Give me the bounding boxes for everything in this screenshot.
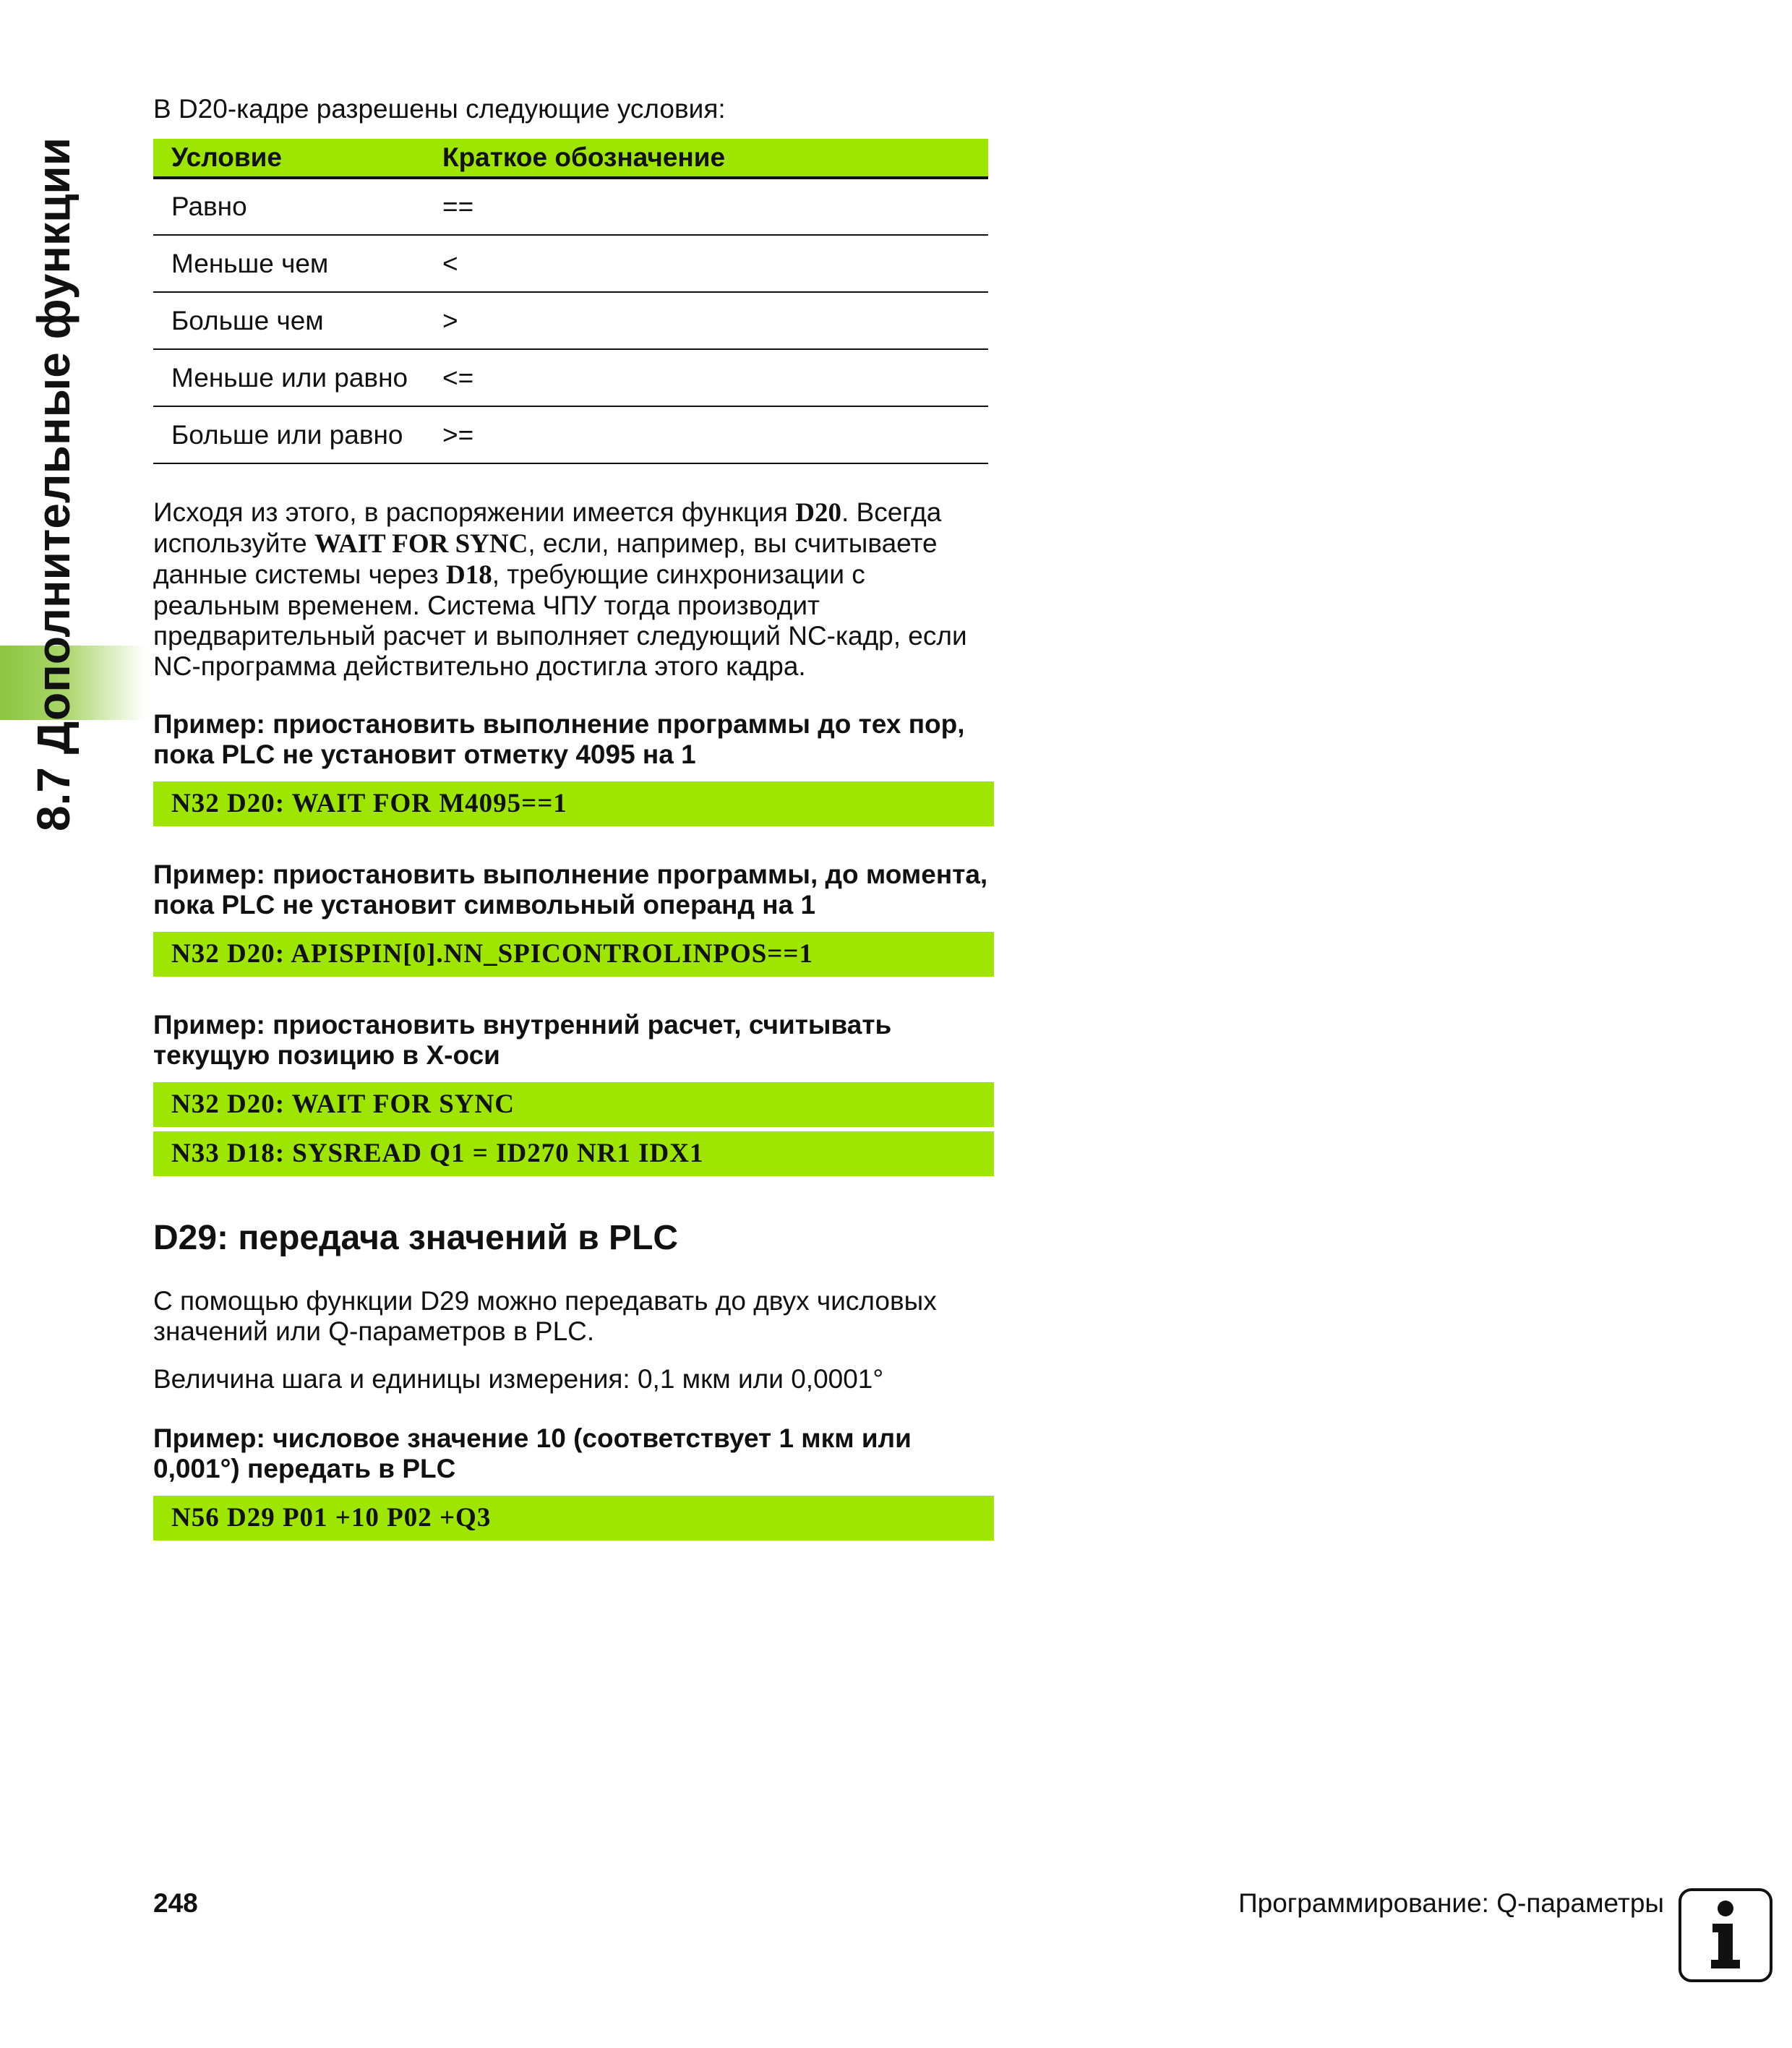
example-title: Пример: числовое значение 10 (соответствует 1 мкм или 0,001°) передать в PLC [153, 1423, 912, 1483]
text-span: . Всегда используйте [153, 497, 942, 558]
text-span: Исходя из этого, в распоряжении имеется функция [153, 497, 796, 527]
table-cell: > [442, 292, 988, 349]
table-row [153, 235, 988, 292]
table-header: Краткое обозначение [442, 139, 988, 178]
table-row [153, 178, 988, 235]
keyword-d18: D18 [446, 560, 492, 590]
text-span: , требующие синхронизации с реальным временем. Система ЧПУ тогда производит предварительный расчет и выполняет следующий NC-кадр, если NC-программа действительно достигла этого кадра. [153, 560, 967, 681]
keyword-wait-for-sync: WAIT FOR SYNC [314, 529, 528, 559]
code-line: N32 D20: APISPIN[0].NN_SPICONTROLINPOS==1 [153, 932, 994, 977]
conditions-table [153, 139, 988, 464]
code-line: N56 D29 P01 +10 P02 +Q3 [153, 1496, 994, 1541]
text-span: , если, например, вы считываете данные системы через [153, 528, 938, 589]
paragraph-step: Величина шага и единицы измерения: 0,1 мкм или 0,0001° [153, 1364, 884, 1394]
page-content [153, 94, 995, 1541]
table-cell: == [442, 178, 988, 235]
table-cell: Больше или равно [153, 406, 442, 463]
page-number: 248 [153, 1888, 198, 1918]
code-line: N32 D20: WAIT FOR M4095==1 [153, 781, 994, 826]
table-row [153, 292, 988, 349]
code-line: N33 D18: SYSREAD Q1 = ID270 NR1 IDX1 [153, 1131, 994, 1176]
paragraph-d29: С помощью функции D29 можно передавать до двух числовых значений или Q-параметров в PLC. [153, 1286, 937, 1346]
chapter-title: 8.7 Дополнительные функции [27, 137, 80, 831]
info-icon [1679, 1888, 1772, 1982]
table-cell: >= [442, 406, 988, 463]
code-line: N32 D20: WAIT FOR SYNC [153, 1082, 994, 1127]
table-header-row [153, 139, 988, 178]
example-title: Пример: приостановить выполнение программы, до момента, пока PLC не установит символьный операнд на 1 [153, 860, 988, 920]
table-row [153, 406, 988, 463]
intro-text: В D20-кадре разрешены следующие условия: [153, 94, 726, 124]
table-cell: < [442, 235, 988, 292]
footer-title: Программирование: Q-параметры [1238, 1888, 1664, 1918]
example-title: Пример: приостановить выполнение программы до тех пор, пока PLC не установит отметку 4095 на 1 [153, 709, 965, 769]
table-cell: Меньше или равно [153, 349, 442, 406]
section-heading: D29: передача значений в PLC [153, 1219, 679, 1257]
table-cell: Меньше чем [153, 235, 442, 292]
table-header: Условие [153, 139, 442, 178]
example-title: Пример: приостановить внутренний расчет, считывать текущую позицию в X-оси [153, 1010, 892, 1070]
table-row [153, 349, 988, 406]
table-cell: <= [442, 349, 988, 406]
table-cell: Больше чем [153, 292, 442, 349]
keyword-d20: D20 [795, 498, 841, 528]
paragraph-d20 [153, 497, 995, 682]
table-cell: Равно [153, 178, 442, 235]
